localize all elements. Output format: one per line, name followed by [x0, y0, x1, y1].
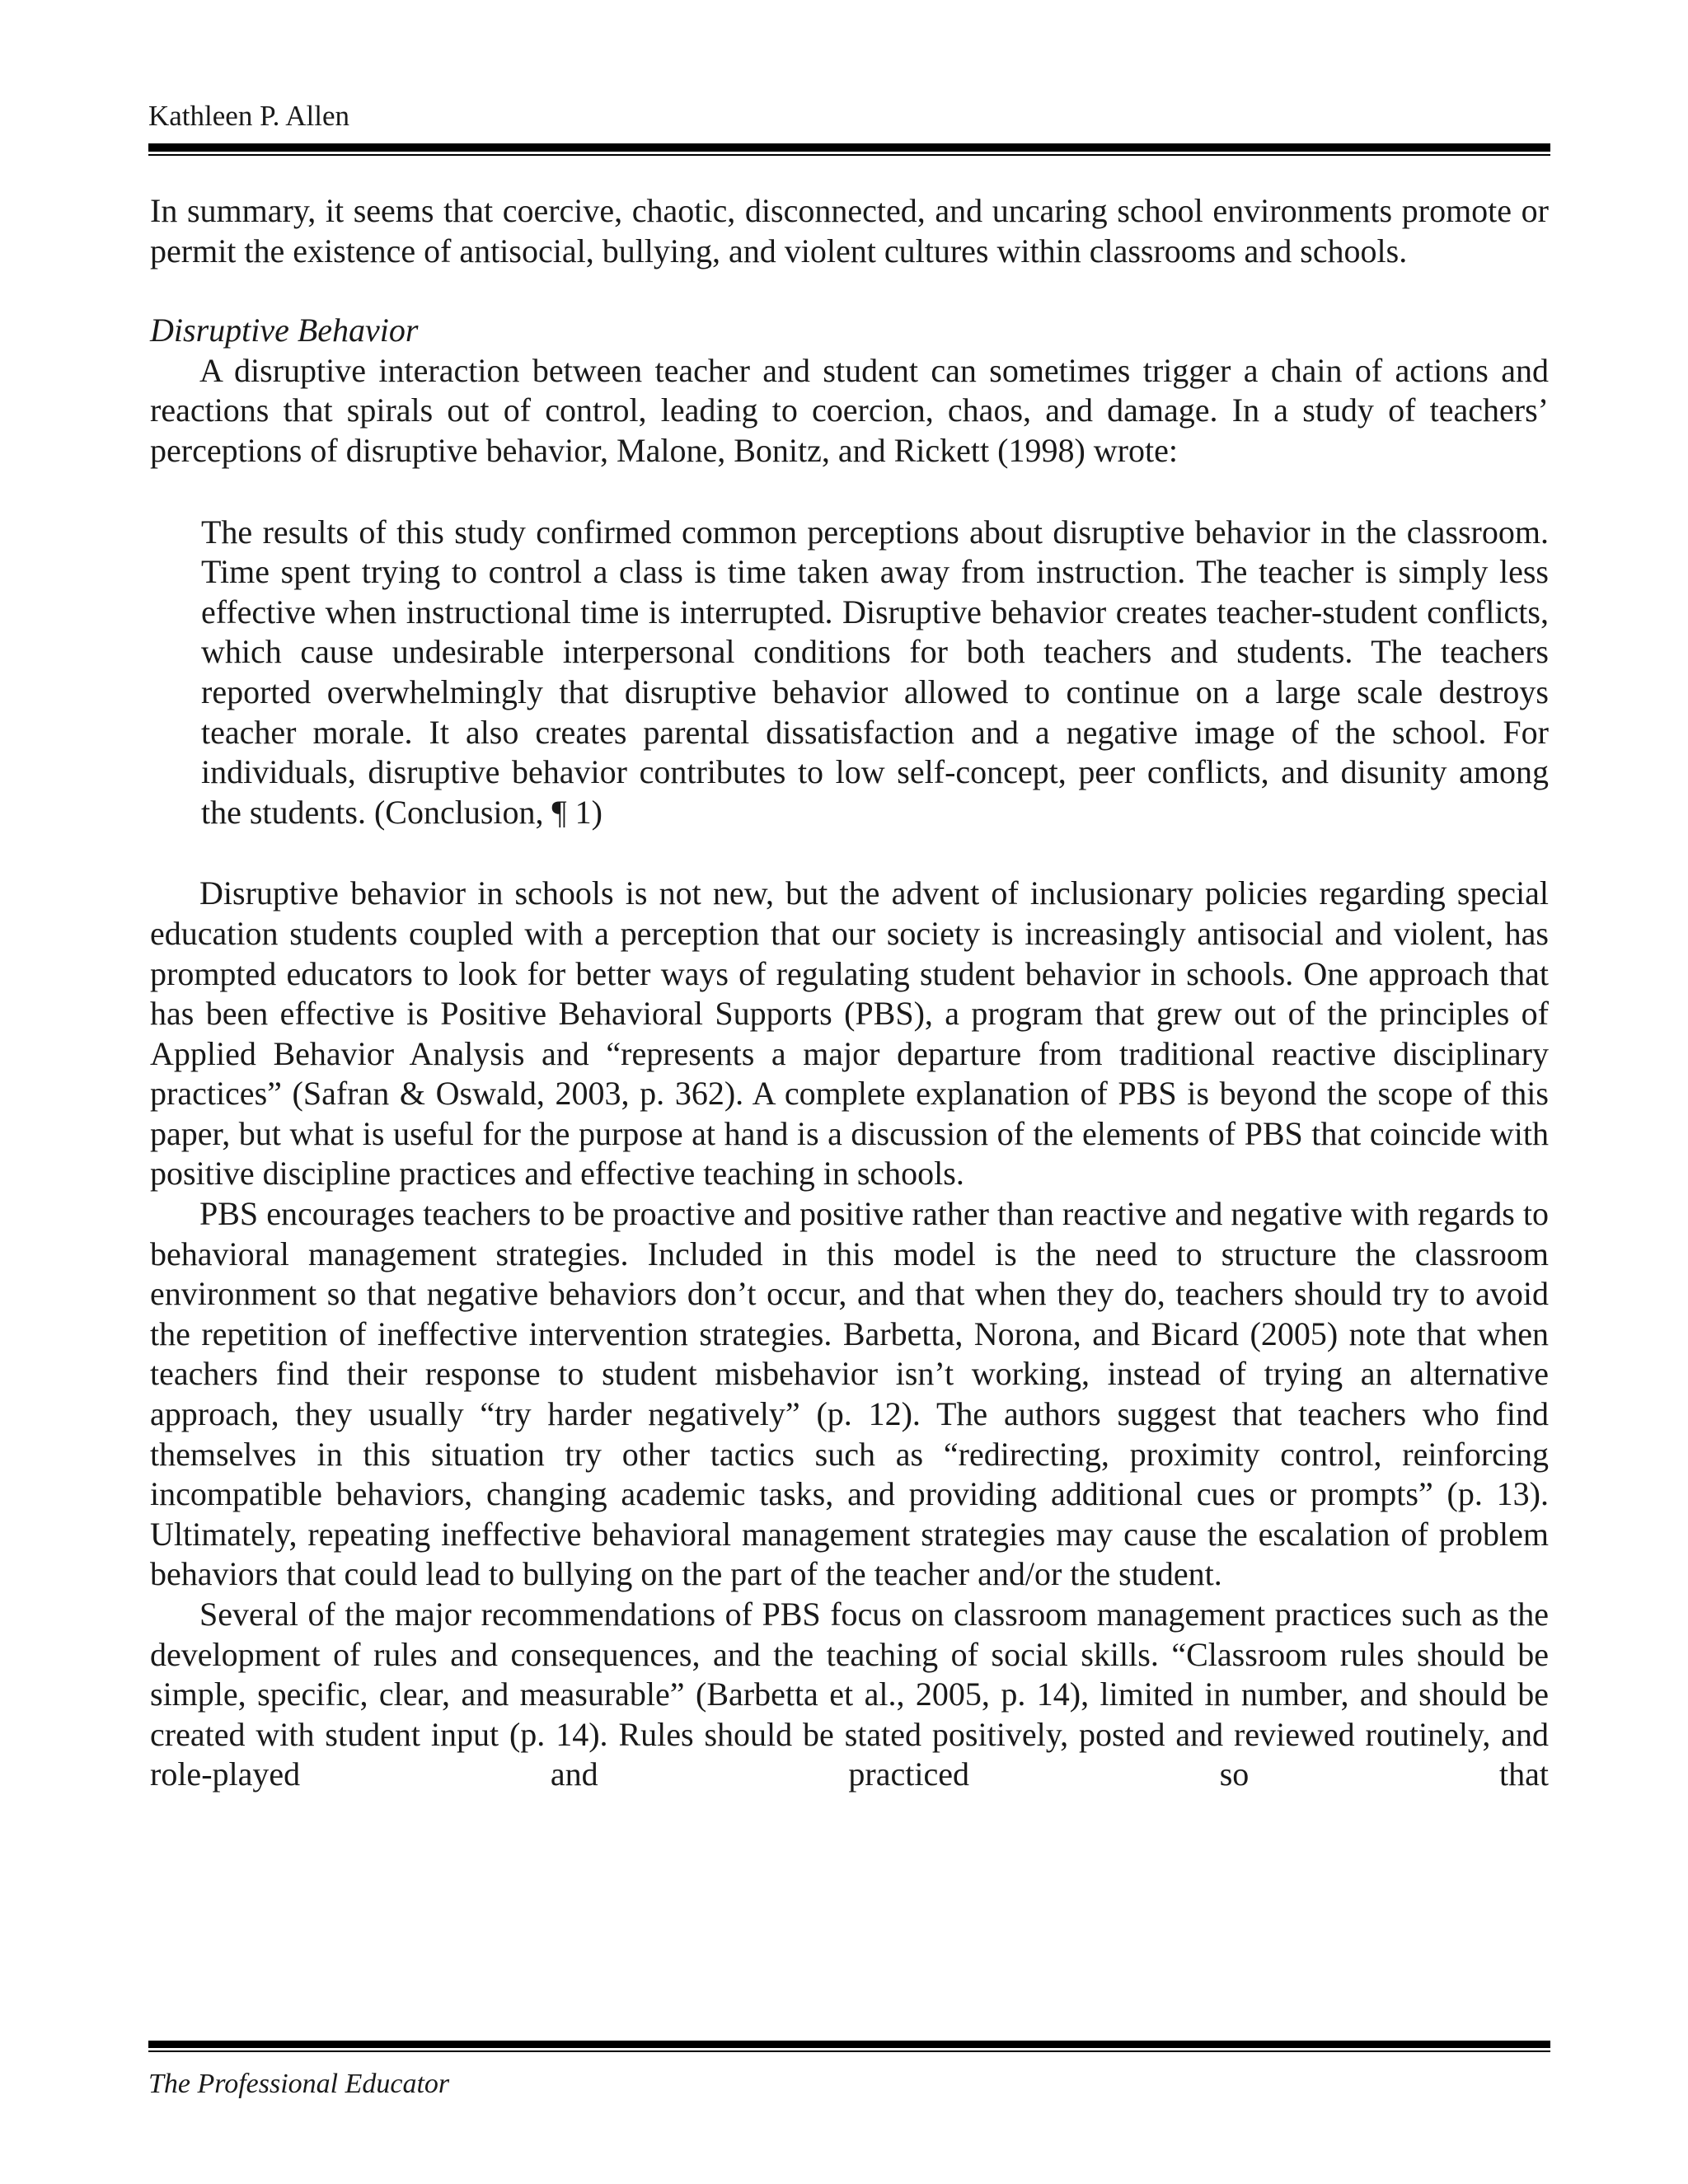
- summary-paragraph: In summary, it seems that coercive, chaotic, disconnected, and uncaring school environments promote or permit the existence of antisocial, bullying, and violent cultures within classrooms and schools.: [150, 192, 1549, 269]
- block-quote: The results of this study confirmed common perceptions about disruptive behavior in the classroom. Time spent trying to control a class is time taken away from instruction. The teacher is simply less effective when instructional time is interrupted. Disruptive behavior creates teacher-student conflicts, which cause undesirable interpersonal conditions for both teachers and students. The teachers reported overwhelmingly that disruptive behavior allowed to continue on a large scale destroys teacher morale. It also creates parental dissatisfaction and a negative image of the school. For individuals, disruptive behavior contributes to low self-concept, peer conflicts, and disunity among the students. (Conclusion, ¶ 1): [201, 513, 1549, 831]
- recommendations-paragraph: Several of the major recommendations of PBS focus on classroom management practices such as the development of rules and consequences, and the teaching of social skills. “Classroom rules should be simple, specific, clear, and measurable” (Barbetta et al., 2005, p. 14), limited in number, and should be created with student input (p. 14). Rules should be stated positively, posted and reviewed routinely, and role-played and practiced so that: [150, 1596, 1549, 1793]
- header-rule: [148, 143, 1550, 156]
- footer-rule: [148, 2041, 1550, 2052]
- pbs-intro-paragraph: Disruptive behavior in schools is not new, but the advent of inclusionary policies regarding special education students coupled with a perception that our society is increasingly antisocial and violent, has prompted educators to look for better ways of regulating student behavior in schools. One approach that has been effective is Positive Behavioral Supports (PBS), a program that grew out of the principles of Applied Behavior Analysis and “represents a major departure from traditional reactive disciplinary practices” (Safran & Oswald, 2003, p. 362). A complete explanation of PBS is beyond the scope of this paper, but what is useful for the purpose at hand is a discussion of the elements of PBS that coincide with positive discipline practices and effective teaching in schools.: [150, 874, 1549, 1193]
- pbs-proactive-paragraph: PBS encourages teachers to be proactive and positive rather than reactive and negative with regards to behavioral management strategies. Included in this model is the need to structure the classroom environment so that negative behaviors don’t occur, and that when they do, teachers should try to avoid the repetition of ineffective intervention strategies. Barbetta, Norona, and Bicard (2005) note that when teachers find their response to student misbehavior isn’t working, instead of trying an alternative approach, they usually “try harder negatively” (p. 12). The authors suggest that teachers who find themselves in this situation try other tactics such as “redirecting, proximity control, reinforcing incompatible behaviors, changing academic tasks, and providing additional cues or prompts” (p. 13). Ultimately, repeating ineffective behavioral management strategies may cause the escalation of problem behaviors that could lead to bullying on the part of the teacher and/or the student.: [150, 1195, 1549, 1593]
- intro-paragraph: A disruptive interaction between teacher and student can sometimes trigger a chain of actions and reactions that spirals out of control, leading to coercion, chaos, and damage. In a study of teachers’ perceptions of disruptive behavior, Malone, Bonitz, and Rickett (1998) wrote:: [150, 351, 1549, 469]
- article-body: [150, 191, 1549, 1795]
- running-head-author: Kathleen P. Allen: [148, 100, 349, 132]
- journal-title-footer: The Professional Educator: [148, 2069, 450, 2099]
- section-heading: Disruptive Behavior: [150, 312, 419, 349]
